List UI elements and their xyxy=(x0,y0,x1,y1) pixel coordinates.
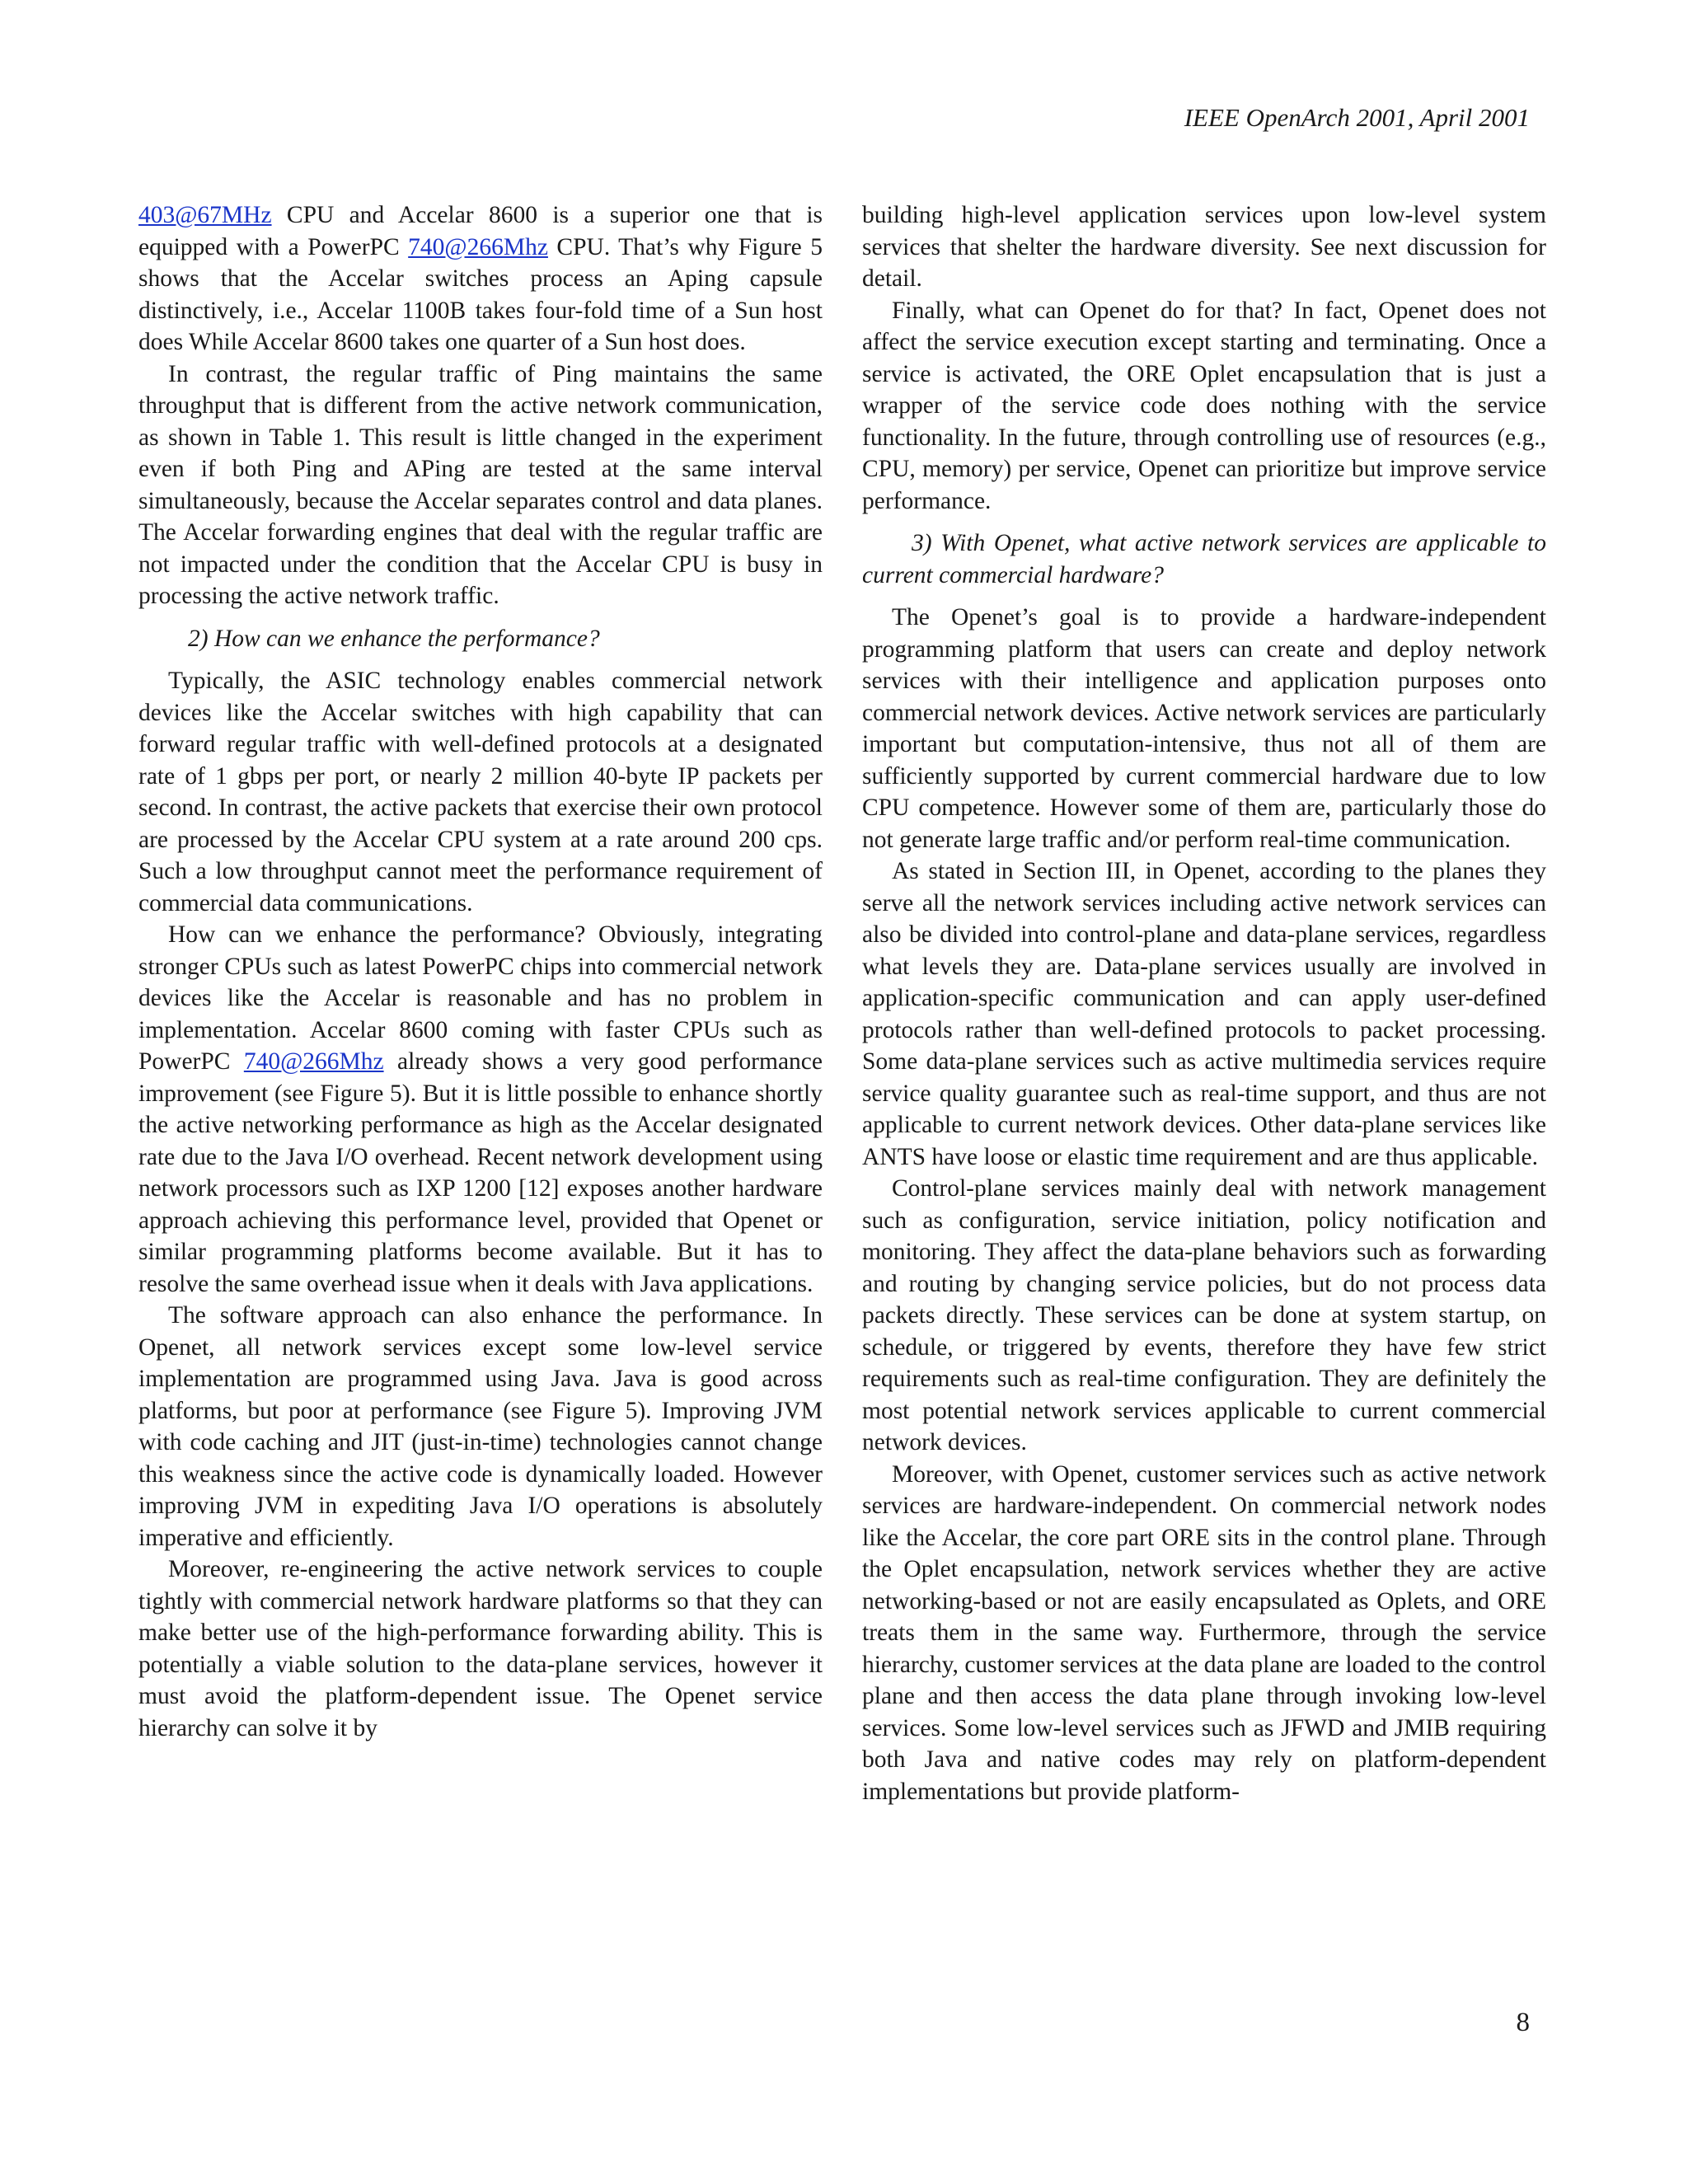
section-heading-3: 3) With Openet, what active network services are applicable to current commercial hardware? xyxy=(862,530,1546,588)
cpu-spec-link-1[interactable]: 403@67MHz xyxy=(138,202,272,228)
left-paragraph-2: In contrast, the regular traffic of Ping maintains the same throughput that is different from the active network communication, as shown in Table 1. This result is little changed in the experiment even if both Ping and APing are tested at the same interval simultaneously, because the Accelar separates control and data planes. The Accelar forwarding engines that deal with the regular traffic are not impacted under the condition that the Accelar CPU is busy in processing the active network traffic. xyxy=(138,360,823,609)
left-paragraph-6: Moreover, re-engineering the active network services to couple tightly with commercial network hardware platforms so that they can make better use of the high-performance forwarding ability. This is potentially a viable solution to the data-plane services, however it must avoid the platform-dependent issue. The Openet service hierarchy can solve it by xyxy=(138,1556,823,1741)
left-paragraph-5: The software approach can also enhance the performance. In Openet, all network services except some low-level service implementation are programmed using Java. Java is good across platforms, but poor at performance (see Figure 5). Improving JVM with code caching and JIT (just-in-time) technologies cannot change this weakness since the active code is dynamically loaded. However improving JVM in expediting Java I/O operations is absolutely imperative and efficiently. xyxy=(138,1302,823,1551)
section-heading-2: 2) How can we enhance the performance? xyxy=(188,625,600,652)
right-paragraph-6: Moreover, with Openet, customer services such as active network services are hardware-independent. On commercial network nodes like the Accelar, the core part ORE sits in the control plane. Through the Oplet encapsulation, network services whether they are active networking-based or not are easily encapsulated as Oplets, and ORE treats them in the same way. Furthermore, through the service hierarchy, customer services at the data plane are loaded to the control plane and then access the data plane through invoking low-level services. Some low-level services such as JFWD and JMIB requiring both Java and native codes may rely on platform-dependent implementations but provide platform- xyxy=(862,1460,1546,1805)
left-p1-text-2: CPU. That’s why Figure 5 shows that the Accelar switches process an Aping capsule distinctively, i.e., Accelar 1100B takes four-fold time of a Sun host does While Accelar 8600 takes one quarter of a Sun host does. xyxy=(138,233,823,355)
right-paragraph-3: The Openet’s goal is to provide a hardware-independent programming platform that users can create and deploy network services with their intelligence and application purposes onto commercial network devices. Active network services are particularly important but computation-intensive, thus not all of them are sufficiently supported by current commercial hardware due to low CPU competence. However some of them are, particularly those do not generate large traffic and/or perform real-time communication. xyxy=(862,604,1546,853)
page-number: 8 xyxy=(1516,2008,1530,2037)
left-paragraph-3: Typically, the ASIC technology enables commercial network devices like the Accelar switches with high capability that can forward regular traffic with well-defined protocols at a designated rate of 1 gbps per port, or nearly 2 million 40-byte IP packets per second. In contrast, the active packets that exercise their own protocol are processed by the Accelar CPU system at a rate around 200 cps. Such a low throughput cannot meet the performance requirement of commercial data communications. xyxy=(138,668,823,916)
left-column xyxy=(138,199,823,1744)
left-paragraph-4 xyxy=(138,919,823,1300)
cpu-spec-link-2[interactable]: 740@266Mhz xyxy=(408,233,548,260)
left-p4-text-2: already shows a very good performance improvement (see Figure 5). But it is little possible to enhance shortly the active networking performance as high as the Accelar designated rate due to the Java I/O overhead. Recent network development using network processors such as IXP 1200 [12] exposes another hardware approach achieving this performance level, provided that Openet or similar programming platforms become available. But it has to resolve the same overhead issue when it deals with Java applications. xyxy=(138,1048,823,1297)
running-header: IEEE OpenArch 2001, April 2001 xyxy=(1184,103,1530,132)
right-paragraph-2: Finally, what can Openet do for that? In fact, Openet does not affect the service execution except starting and terminating. Once a service is activated, the ORE Oplet encapsulation that is just a wrapper of the service code does nothing with the service functionality. In the future, through controlling use of resources (e.g., CPU, memory) per service, Openet can prioritize but improve service performance. xyxy=(862,297,1546,514)
right-column xyxy=(862,199,1546,1807)
right-paragraph-5: Control-plane services mainly deal with network management such as configuration, service initiation, policy notification and monitoring. They affect the data-plane behaviors such as forwarding and routing by changing service policies, but do not process data packets directly. These services can be done at system startup, on schedule, or triggered by events, therefore they have few strict requirements such as real-time configuration. They are definitely the most potential network services applicable to current commercial network devices. xyxy=(862,1175,1546,1455)
left-p1-text-1: CPU and Accelar 8600 is a superior one that is equipped with a PowerPC xyxy=(138,202,823,260)
right-paragraph-1: building high-level application services upon low-level system services that shelter the hardware diversity. See next discussion for detail. xyxy=(862,202,1546,292)
left-paragraph-1 xyxy=(138,199,823,359)
right-paragraph-4: As stated in Section III, in Openet, according to the planes they serve all the network services including active network services can also be divided into control-plane and data-plane services, regardless what levels they are. Data-plane services usually are involved in application-specific communication and can apply user-defined protocols rather than well-defined protocols to packet processing. Some data-plane services such as active multimedia services require service quality guarantee such as real-time support, and thus are not applicable to current network devices. Other data-plane services like ANTS have loose or elastic time requirement and are thus applicable. xyxy=(862,858,1546,1170)
left-p4-text-1: How can we enhance the performance? Obviously, integrating stronger CPUs such as latest PowerPC chips into commercial network devices like the Accelar is reasonable and has no problem in implementation. Accelar 8600 coming with faster CPUs such as PowerPC xyxy=(138,921,823,1075)
cpu-spec-link-3[interactable]: 740@266Mhz xyxy=(243,1048,384,1075)
